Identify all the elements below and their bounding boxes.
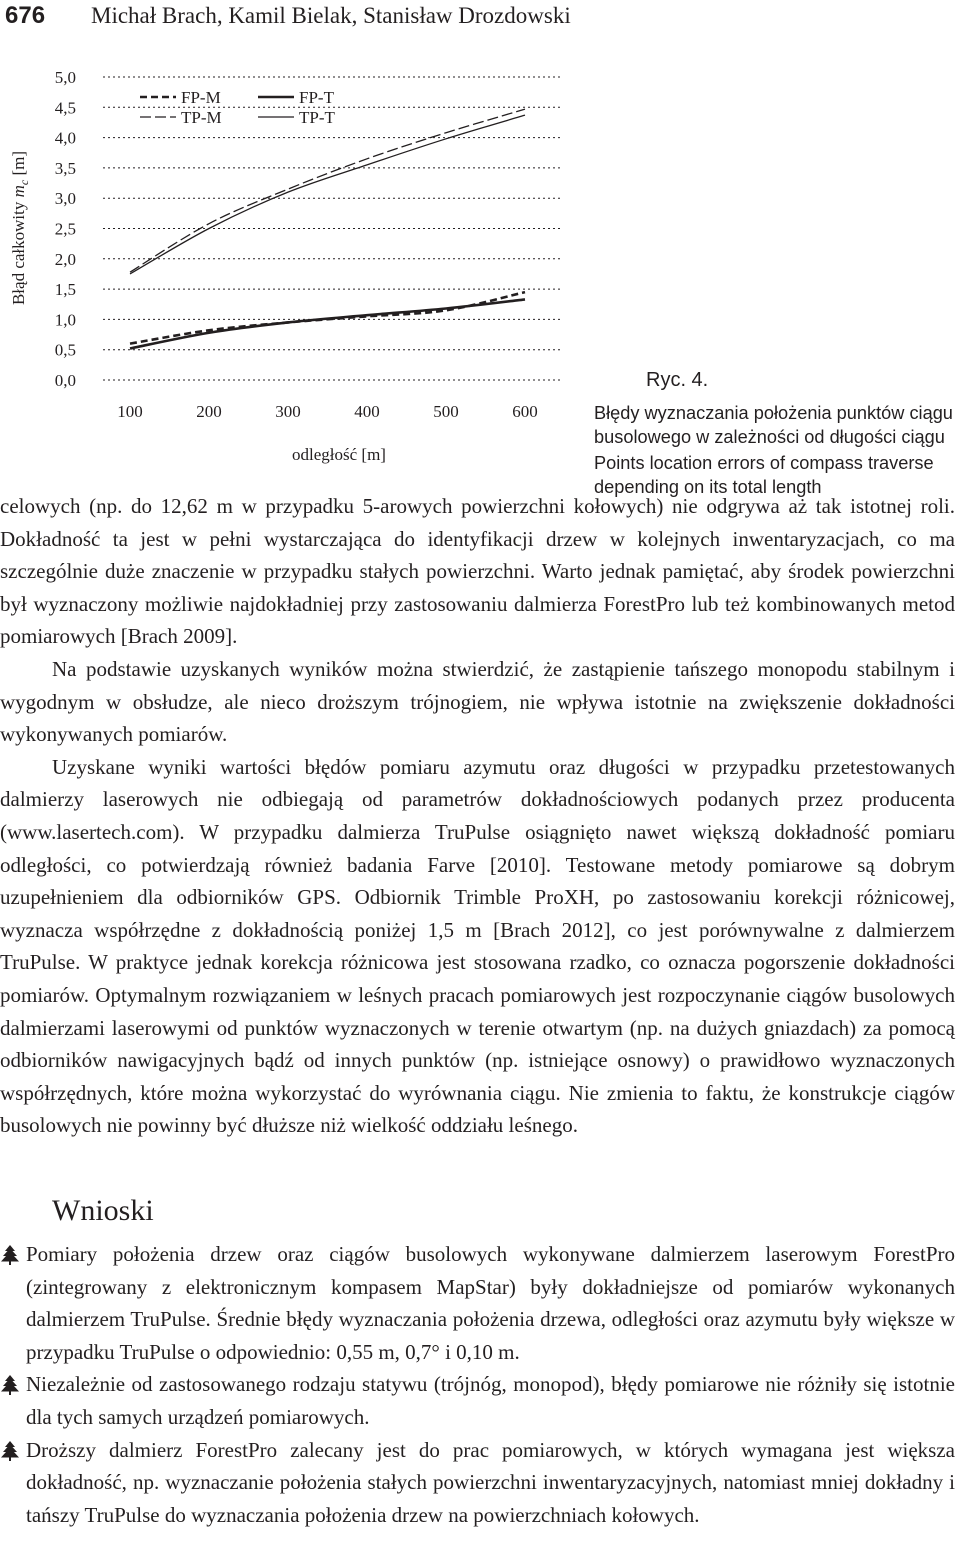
line-chart [0, 60, 590, 470]
x-tick-label: 200 [196, 402, 222, 421]
y-tick-label: 2,5 [54, 219, 76, 239]
list-item [0, 1434, 955, 1532]
caption-english: Points location errors of compass traverse depending on its total length [594, 453, 934, 497]
legend-label: TP-T [299, 108, 335, 127]
y-tick-label: 4,0 [54, 128, 76, 148]
tree-icon [0, 1440, 20, 1462]
caption-polish: Błędy wyznaczania położenia punktów ciągu busolowego w zależności od długości ciągu [594, 403, 953, 447]
figure [0, 60, 960, 497]
legend-label: FP-T [299, 88, 334, 107]
list-item-text: Pomiary położenia drzew oraz ciągów busolowych wykonywane dalmierzem laserowym ForestPro (zintegrowany z elektronicznym kompasem MapStar) były dokładniejsze od pomiarów wykonanych dalmierzem TruPulse. Średnie błędy wyznaczania położenia drzewa, odległości oraz azymutu były większe w przypadku TruPulse o odpowiednio: 0,55 m, 0,7° i 0,10 m. [26, 1242, 955, 1364]
y-tick-label: 3,0 [54, 189, 76, 209]
paragraph: Uzyskane wyniki wartości błędów pomiaru azymutu oraz długości w przypadku przetestowanych dalmierzy laserowych nie odbiegają od parametrów dokładnościowych podanych przez producenta (www.lasertech.com). W przypadku dalmierza TruPulse osiągnięto nawet większą dokładność pomiaru odległości, co potwierdzają również badania Farve [2010]. Testowane metody pomiarowe są dobrym uzupełnieniem dla odbiorników GPS. Odbiornik Trimble ProXH, po zastosowaniu korekcji różnicowej, wyznacza współrzędne z dokładnością poniżej 1,5 m [Brach 2012], co jest porównywalne z dalmierzem TruPulse. W praktyce jednak korekcja różnicowa jest stosowana rzadko, co oznacza pogorszenie dokładności pomiarów. Optymalnym rozwiązaniem w leśnych pracach pomiarowych jest rozpoczynanie ciągów busolowych dalmierzami laserowymi od punktów wyznaczonych w terenie otwartym (np. na dużych gniazdach) za pomocą odbiorników nawigacyjnych bądź od innych punktów (np. istniejące osnowy) o prawidłowo wyznaczonych współrzędnych, które można wykorzystać do wyrównania ciągu. Nie zmienia to faktu, że konstrukcje ciągów busolowych nie powinny być dłuższe niż wielkość oddziału leśnego. [0, 754, 955, 1138]
y-tick-label: 1,5 [54, 280, 76, 300]
y-tick-label: 0,0 [54, 371, 76, 390]
y-axis-label: Błąd całkowity $m_c$ [m] [9, 150, 31, 306]
list-item-text: Droższy dalmierz ForestPro zalecany jest do prac pomiarowych, w których wymagana jest większa dokładność, np. wyznaczanie położenia stałych powierzchni inwentaryzacyjnych, natomiast mniej dokładny i tańszy TruPulse do wyznaczania położenia drzew na powierzchniach kołowych. [26, 1437, 955, 1527]
paragraph: celowych (np. do 12,62 m w przypadku 5-arowych powierzchni kołowych) nie odgrywa aż tak istotnej roli. Dokładność ta jest w pełni wystarczająca do identyfikacji drzew w kolejnych inwentaryzacjach, co ma szczególnie duże znaczenie w przypadku stałych powierzchni. Warto jednak pamiętać, aby środek powierzchni był wyznaczony możliwie najdokładniej przy zastosowaniu dalmierza ForestPro lub też kombinowanych metod pomiarowych [Brach 2009]. [0, 494, 955, 649]
x-tick-label: 300 [275, 402, 301, 421]
legend-label: FP-M [181, 88, 221, 107]
figure-caption [594, 368, 960, 499]
series-line-tp-m [130, 109, 525, 272]
series-line-tp-t [130, 115, 525, 274]
x-tick-label: 100 [117, 402, 143, 421]
x-axis-label: odległość [m] [292, 445, 386, 464]
legend-label: TP-M [181, 108, 222, 127]
body-text [0, 490, 955, 1142]
x-tick-label: 600 [512, 402, 538, 421]
page-header [0, 0, 960, 34]
y-tick-label: 2,0 [54, 249, 76, 269]
y-tick-label: 5,0 [54, 68, 76, 87]
y-tick-label: 0,5 [54, 340, 76, 360]
list-item-text: Niezależnie od zastosowanego rodzaju statywu (trójnóg, monopod), błędy pomiarowe nie różniły się istotnie dla tych samych urządzeń pomiarowych. [26, 1372, 955, 1429]
caption-title: Ryc. 4. [646, 369, 709, 391]
x-tick-label: 400 [354, 402, 380, 421]
conclusions-list [0, 1238, 955, 1531]
y-tick-label: 3,5 [54, 158, 76, 178]
tree-icon [0, 1374, 20, 1396]
paragraph: Na podstawie uzyskanych wyników można stwierdzić, że zastąpienie tańszego monopodu stabilnym i wygodnym w obsłudze, ale nieco droższym trójnogiem, nie wpływa istotnie na zwiększenie dokładności wykonywanych pomiarów. [0, 656, 955, 747]
tree-icon [0, 1244, 20, 1266]
y-tick-label: 1,0 [54, 310, 76, 330]
list-item [0, 1368, 955, 1433]
list-item [0, 1238, 955, 1368]
section-heading: Wnioski [52, 1194, 154, 1227]
page-number: 676 [5, 2, 46, 29]
running-head-authors: Michał Brach, Kamil Bielak, Stanisław Drozdowski [91, 3, 571, 28]
x-tick-label: 500 [433, 402, 459, 421]
y-tick-label: 4,5 [54, 98, 76, 118]
series-line-fp-t [130, 299, 525, 348]
